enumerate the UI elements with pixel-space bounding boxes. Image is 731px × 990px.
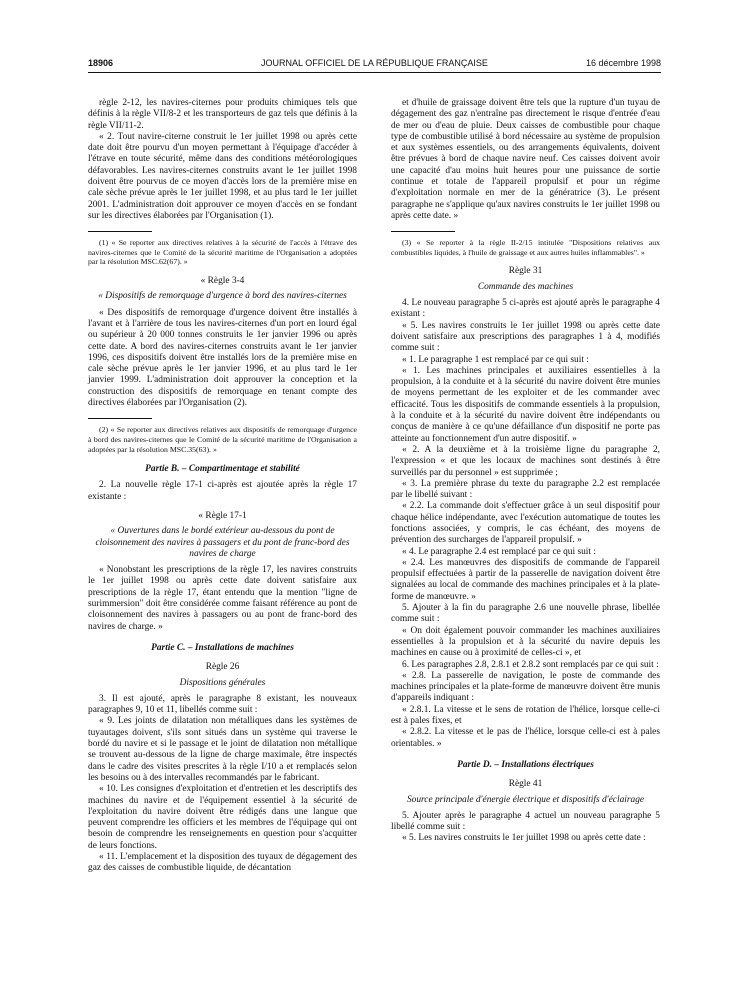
paragraph: « 3. La première phrase du texte du paragraphe 2.2 est remplacée par le libellé suivant : [391, 478, 660, 501]
rule-heading: Règle 41 [508, 779, 543, 790]
part-heading: Partie C. – Installations de machines [151, 642, 294, 653]
paragraph: « 1. Les machines principales et auxiliaires essentielles à la propulsion, à la conduite et à la sécurité du navire doivent être munies de moyens permettant de les exploiter et de les commander avec efficacité. Tous les dispositifs de commande essentiels à la propulsion, à la conduite et à la sécurité du navire doivent être indépendants ou conçus de manière à ce qu'une défaillance d'un dispositif ne porte pas atteinte au fonctionnement d'un autre dispositif. » [391, 365, 660, 444]
paragraph: « Nonobstant les prescriptions de la règle 17, les navires construits le 1er juillet 1998 ou après cette date doivent satisfaire aux prescriptions de la règle 17, étant entendu que la mention "ligne de surimmersion" doit être considérée comme faisant référence au pont de cloisonnement des navires à passagers ou au pont de franc-bord des navires de charge. » [88, 565, 357, 632]
paragraph: « Des dispositifs de remorquage d'urgence doivent être installés à l'avant et à l'arrière de tous les navires-citernes d'un port en lourd égal ou supérieur à 20 000 tonnes construits le 1er janvier 1996 ou après cette date. A bord des navires-citernes construits avant le 1er janvier 1996, ces dispositifs doivent être installés lors de la première mise en cale sèche prévue après le 1er janvier 1996, et au plus tard le 1er janvier 1999. L'administration doit approuver la conception et la construction des dispositifs de remorquage en tenant compte des directives élaborées par l'Organisation (2). [88, 307, 357, 409]
footnote: (2) « Se reporter aux directives relatives aux dispositifs de remorquage d'urgence à bord des navires-citernes que le Comité de la sécurité maritime de l'Organisation a adoptées par la résolution MSC.35(63). » [88, 425, 357, 454]
page-number: 18906 [88, 58, 114, 68]
paragraph: 4. Le nouveau paragraphe 5 ci-après est ajouté après le paragraphe 4 existant : [391, 298, 660, 320]
rule-heading: « Règle 17-1 [198, 510, 247, 521]
paragraph: « On doit également pouvoir commander les machines auxiliaires essentielles à la propulsion et à la sécurité du navire depuis les machines en cause ou à proximité de celles-ci », et [391, 625, 660, 659]
publication-date: 16 décembre 1998 [585, 58, 661, 68]
paragraph: 6. Les paragraphes 2.8, 2.8.1 et 2.8.2 sont remplacés par ce qui suit : [402, 659, 659, 670]
paragraph: « 2.8.2. La vitesse et le pas de l'hélice, lorsque celle-ci est à pales orientables. » [391, 727, 660, 749]
paragraph: « 9. Les joints de dilatation non métalliques dans les systèmes de tuyautages doivent, s'ils sont situés dans un système qui traverse le bordé du navire et si le passage et le joint de dilatation non métallique se trouvent au-dessous de la ligne de charge maximale, être inspectés dans le cadre des visites prescrites à la règle I/10 a et remplacés selon les besoins ou à des intervalles recommandés par le fabricant. [88, 716, 357, 783]
paragraph: « 10. Les consignes d'exploitation et d'entretien et les descriptifs des machines du navire et de l'équipement essentiel à la sécurité de l'exploitation du navire doivent être rédigés dans une langue que peuvent comprendre les officiers et les membres de l'équipage qui ont besoin de comprendre les renseignements en question pour s'acquitter de leurs fonctions. [88, 784, 357, 851]
paragraph: règle 2-12, les navires-citernes pour produits chimiques tels que définis à la règle VII/8-2 et les transporteurs de gaz tels que définis à la règle VII/11-2. [88, 98, 357, 131]
part-heading: Partie D. – Installations électriques [457, 759, 594, 770]
rule-heading: « Règle 3-4 [200, 276, 245, 287]
footnote: (3) « Se reporter à la règle II-2/15 intitulée "Dispositions relatives aux combustibles liquides, à l'huile de graissage et aux autres huiles inflammables". » [391, 238, 660, 257]
paragraph: 5. Ajouter après le paragraphe 4 actuel un nouveau paragraphe 5 libellé comme suit : [391, 810, 660, 833]
paragraph: 2. La nouvelle règle 17-1 ci-après est ajoutée après la règle 17 existante : [88, 480, 357, 502]
paragraph: « 11. L'emplacement et la disposition des tuyaux de dégagement des gaz des caisses de combustible liquide, de décantation [88, 852, 357, 874]
right-column [391, 98, 660, 845]
rule-subtitle: « Ouvertures dans le bordé extérieur au-dessous du pont de cloisonnement des navires à passagers et du pont de franc-bord des navires de charge [95, 526, 350, 559]
footnote-divider [391, 231, 455, 232]
paragraph: « 2.4. Les manœuvres des dispositifs de commande de l'appareil propulsif effectuées à partir de la passerelle de navigation doivent être signalées au local de commande des machines principales et à la plate-forme de manœuvre. » [391, 557, 660, 602]
rule-heading: Règle 26 [205, 662, 240, 673]
paragraph: « 2. Tout navire-citerne construit le 1er juillet 1998 ou après cette date doit être pourvu d'un moyen permettant à l'équipage d'accéder à l'étrave en toute sécurité, même dans des conditions météorologiques défavorables. Les navires-citernes construits avant le 1er juillet 1998 doivent être pourvus de ce moyen d'accès lors de la première mise en cale sèche prévue après le 1er juillet 1998, et au plus tard le 1er juillet 2001. L'administration doit approuver ce moyen d'accès en se fondant sur les directives élaborées par l'Organisation (1). [88, 131, 357, 221]
page-header [88, 58, 661, 73]
paragraph: « 5. Les navires construits le 1er juillet 1998 ou après cette date doivent satisfaire aux prescriptions des paragraphes 1 à 4, modifiés comme suit : [391, 320, 660, 354]
rule-subtitle: Dispositions générales [179, 677, 266, 688]
paragraph: « 1. Le paragraphe 1 est remplacé par ce qui suit : [402, 354, 589, 365]
rule-subtitle: « Dispositifs de remorquage d'urgence à bord des navires-citernes [98, 291, 347, 302]
journal-title: JOURNAL OFFICIEL DE LA RÉPUBLIQUE FRANÇAISE [261, 58, 488, 68]
rule-subtitle: Commande des machines [477, 281, 574, 292]
rule-heading: Règle 31 [508, 266, 543, 277]
paragraph: « 2.2. La commande doit s'effectuer grâce à un seul dispositif pour chaque hélice indépendante, avec l'exécution automatique de toutes les fonctions associées, y compris, le cas échéant, des moyens de prévention des surcharges de l'appareil propulsif. » [391, 501, 660, 546]
paragraph: « 2. A la deuxième et à la troisième ligne du paragraphe 2, l'expression « et que les locaux de machines sont destinés à être surveillés par du personnel » est supprimée ; [391, 444, 660, 478]
paragraph: « 4. Le paragraphe 2.4 est remplacé par ce qui suit : [402, 546, 596, 557]
paragraph: « 5. Les navires construits le 1er juillet 1998 ou après cette date : [402, 833, 646, 844]
rule-subtitle: Source principale d'énergie électrique et dispositifs d'éclairage [406, 794, 645, 805]
footnote-divider [88, 231, 152, 232]
footnote: (1) « Se reporter aux directives relatives à la sécurité de l'accès à l'étrave des navires-citernes que le Comité de la sécurité maritime de l'Organisation a adoptées par la résolution MSC.62(67). » [88, 238, 357, 267]
paragraph: « 2.8.1. La vitesse et le sens de rotation de l'hélice, lorsque celle-ci est à pales fixes, et [391, 704, 660, 727]
paragraph: « 2.8. La passerelle de navigation, le poste de commande des machines principales et la plate-forme de manœuvre doivent être munis d'appareils indiquant : [391, 670, 660, 704]
paragraph: 5. Ajouter à la fin du paragraphe 2.6 une nouvelle phrase, libellée comme suit : [391, 603, 660, 625]
footnote-divider [88, 418, 152, 419]
part-heading: Partie B. – Compartimentage et stabilité [145, 464, 300, 475]
left-column [88, 98, 357, 875]
paragraph: 3. Il est ajouté, après le paragraphe 8 existant, les nouveaux paragraphes 9, 10 et 11, libellés comme suit : [88, 693, 357, 716]
paragraph: et d'huile de graissage doivent être tels que la rupture d'un tuyau de dégagement des gaz n'entraîne pas directement le risque d'entrée d'eau de mer ou d'eau de pluie. Deux caisses de combustible pour chaque type de combustible utilisé à bord nécessaire au système de propulsion et aux systèmes essentiels, ou des arrangements équivalents, doivent être prévues à bord de chaque navire neuf. Ces caisses doivent avoir une capacité d'au moins huit heures pour une puissance de sortie continue et totale de l'appareil propulsif et pour un régime d'exploitation normale en mer de la génératrice (3). Le présent paragraphe ne s'applique qu'aux navires construits le 1er juillet 1998 ou après cette date. » [391, 98, 660, 221]
